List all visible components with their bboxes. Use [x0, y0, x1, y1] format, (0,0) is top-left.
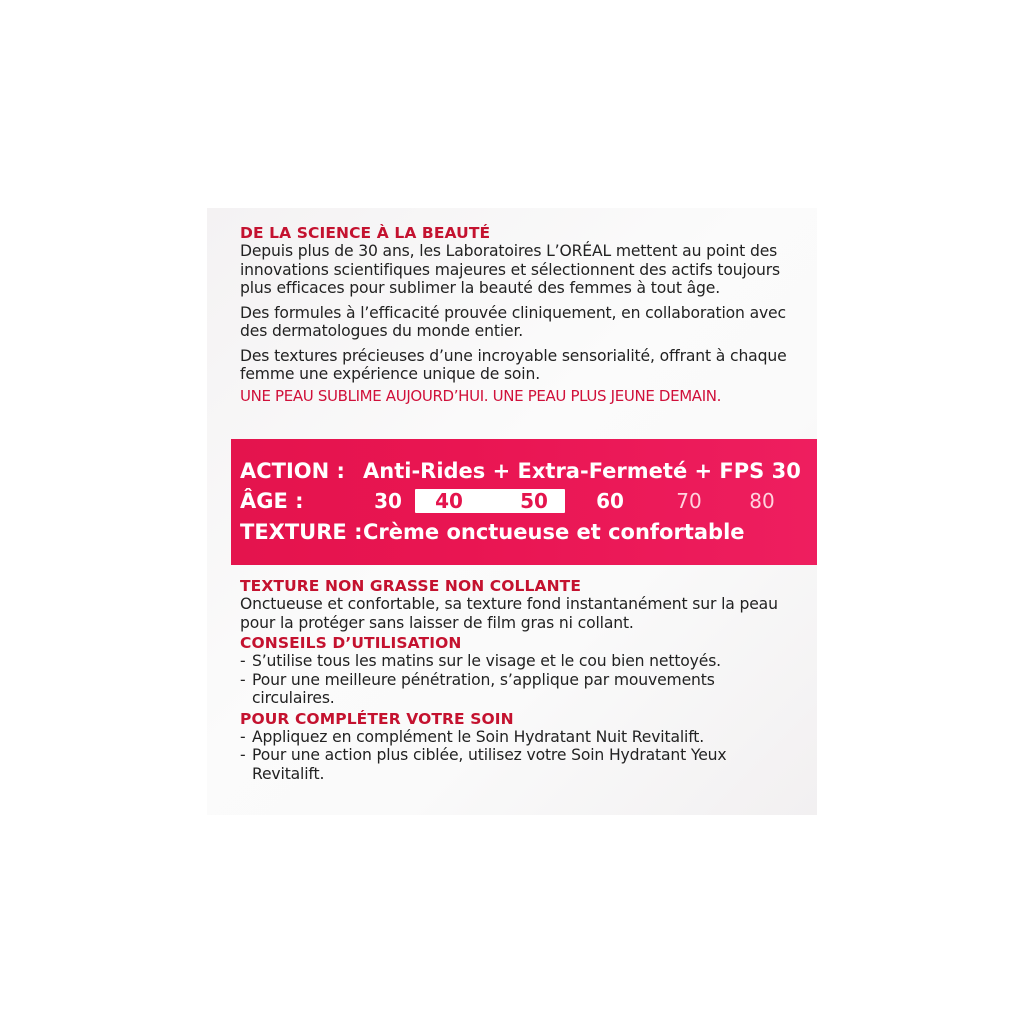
age-40: 40	[435, 489, 463, 513]
list-item	[240, 746, 800, 783]
science-paragraph-1: Depuis plus de 30 ans, les Laboratoires L’ORÉAL mettent au point des innovations scientifiques majeures et sélectionnent des actifs toujours plus efficaces pour sublimer la beauté des femmes à tout âge.	[240, 242, 780, 297]
usage-section	[240, 575, 800, 783]
age-70: 70	[676, 489, 702, 513]
bullet-dash: -	[240, 727, 246, 746]
science-paragraph-3: Des textures précieuses d’une incroyable sensorialité, offrant à chaque femme une expérience unique de soin.	[240, 346, 787, 383]
age-50: 50	[520, 489, 548, 513]
completer-item-1: Appliquez en complément le Soin Hydratant Nuit Revitalift.	[252, 727, 705, 746]
conseils-item-2: Pour une meilleure pénétration, s’applique par mouvements circulaires.	[252, 670, 715, 707]
texture-row	[240, 518, 745, 546]
age-80: 80	[749, 489, 775, 513]
action-value: Anti-Rides + Extra-Fermeté + FPS 30	[363, 459, 801, 483]
bullet-dash: -	[240, 670, 246, 689]
age-60: 60	[596, 489, 624, 513]
list-item	[240, 652, 800, 671]
science-tagline: UNE PEAU SUBLIME AUJOURD’HUI. UNE PEAU PLUS JEUNE DEMAIN.	[240, 386, 722, 405]
bullet-dash: -	[240, 746, 246, 764]
action-label: ACTION :	[240, 459, 345, 483]
product-info-panel	[207, 208, 817, 815]
texture-label: TEXTURE :	[240, 520, 363, 544]
conseils-item-1: S’utilise tous les matins sur le visage et le cou bien nettoyés.	[252, 652, 721, 670]
texture-text: Onctueuse et confortable, sa texture fond instantanément sur la peau pour la protéger sans laisser de film gras ni collant.	[240, 595, 778, 632]
age-label: ÂGE :	[240, 489, 304, 513]
age-scale	[363, 487, 793, 515]
action-row	[240, 457, 801, 485]
science-paragraph-2: Des formules à l’efficacité prouvée cliniquement, en collaboration avec des dermatologues du monde entier.	[240, 303, 786, 340]
list-item	[240, 671, 800, 708]
list-item	[240, 728, 800, 747]
science-section	[240, 224, 790, 405]
age-30: 30	[374, 489, 402, 513]
texture-value: Crème onctueuse et confortable	[363, 520, 745, 544]
science-title: DE LA SCIENCE À LA BEAUTÉ	[240, 224, 491, 242]
age-row	[240, 487, 775, 515]
texture-title: TEXTURE NON GRASSE NON COLLANTE	[240, 577, 582, 595]
completer-item-2: Pour une action plus ciblée, utilisez votre Soin Hydratant Yeux Revitalift.	[252, 746, 727, 783]
conseils-title: CONSEILS D’UTILISATION	[240, 634, 462, 652]
completer-title: POUR COMPLÉTER VOTRE SOIN	[240, 709, 514, 728]
product-spec-band	[231, 439, 817, 565]
bullet-dash: -	[240, 652, 246, 670]
